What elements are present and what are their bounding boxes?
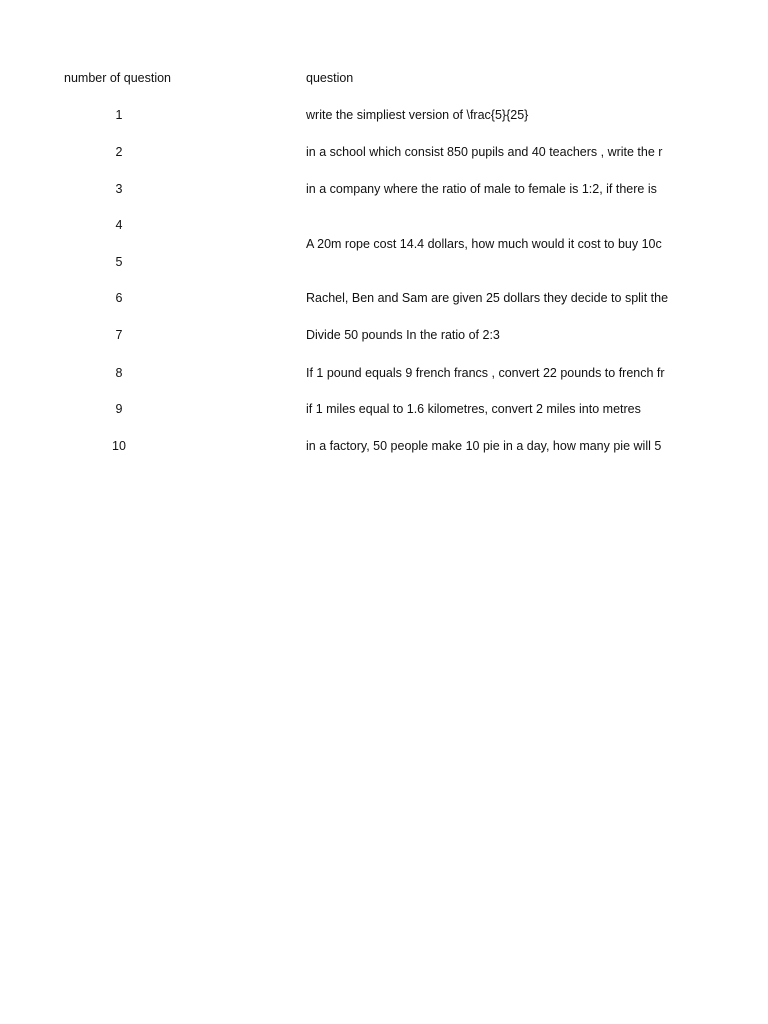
- row-4-number[interactable]: 4: [115, 218, 123, 232]
- row-5-number[interactable]: 5: [115, 255, 123, 269]
- row-10-question[interactable]: in a factory, 50 people make 10 pie in a day, how many pie will 5: [306, 439, 662, 453]
- row-7-question[interactable]: Divide 50 pounds In the ratio of 2:3: [306, 328, 500, 342]
- row-1-question[interactable]: write the simpliest version of \frac{5}{25}: [306, 108, 529, 122]
- row-4-5-merged-question[interactable]: A 20m rope cost 14.4 dollars, how much would it cost to buy 10c: [306, 237, 662, 251]
- row-3-question[interactable]: in a company where the ratio of male to female is 1:2, if there is: [306, 182, 657, 196]
- row-2-number[interactable]: 2: [115, 145, 123, 159]
- row-6-question[interactable]: Rachel, Ben and Sam are given 25 dollars they decide to split the: [306, 291, 668, 305]
- row-7-number[interactable]: 7: [115, 328, 123, 342]
- row-6-number[interactable]: 6: [115, 291, 123, 305]
- row-9-number[interactable]: 9: [115, 402, 123, 416]
- row-10-number[interactable]: 10: [112, 439, 126, 453]
- row-8-number[interactable]: 8: [115, 366, 123, 380]
- row-3-number[interactable]: 3: [115, 182, 123, 196]
- row-8-question[interactable]: If 1 pound equals 9 french francs , convert 22 pounds to french fr: [306, 366, 665, 380]
- row-2-question[interactable]: in a school which consist 850 pupils and 40 teachers , write the r: [306, 145, 663, 159]
- header-number-of-question[interactable]: number of question: [64, 71, 172, 85]
- header-question[interactable]: question: [306, 71, 354, 85]
- row-9-question[interactable]: if 1 miles equal to 1.6 kilometres, convert 2 miles into metres: [306, 402, 641, 416]
- row-1-number[interactable]: 1: [115, 108, 123, 122]
